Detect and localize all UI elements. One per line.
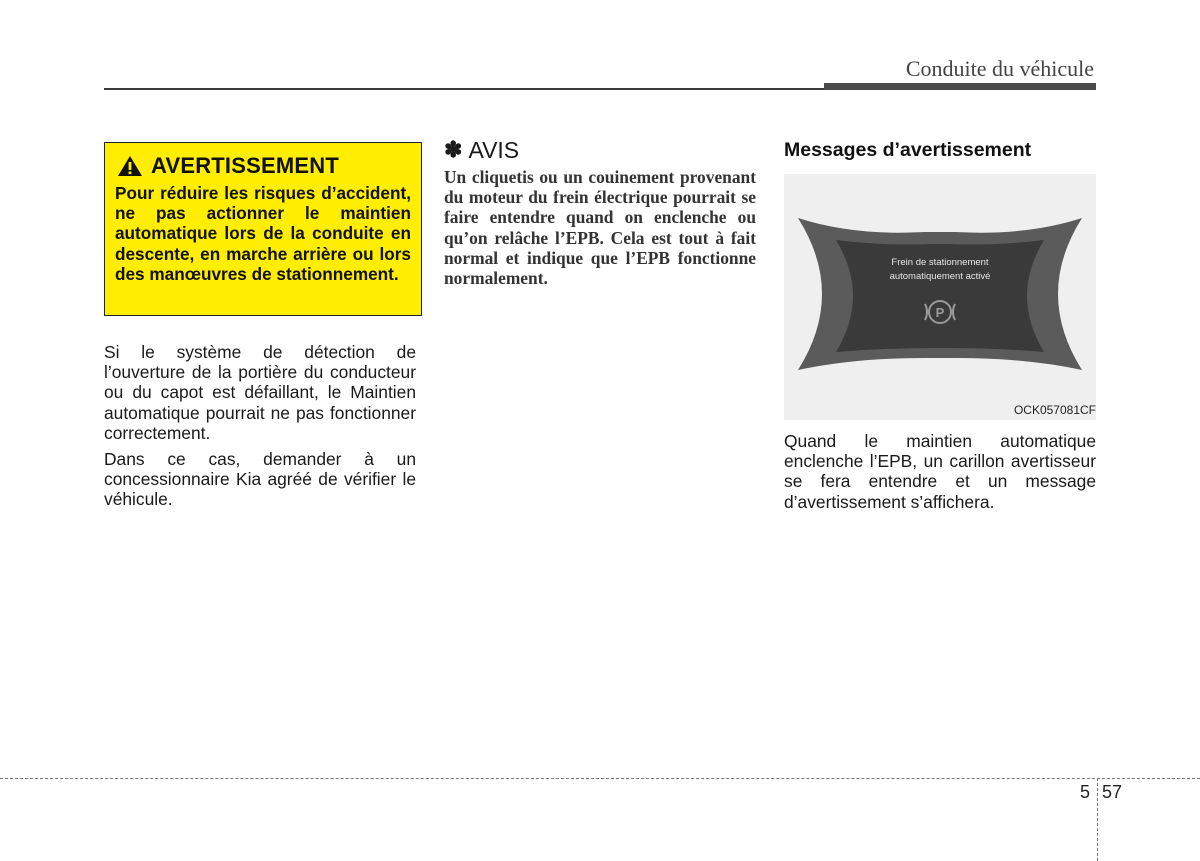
column1-paragraph2: Dans ce cas, demander à un concessionnaire Kia agréé de vérifier le véhicule. — [104, 449, 416, 510]
warning-header — [117, 151, 411, 181]
chapter-number: 5 — [1080, 782, 1091, 802]
svg-text:P: P — [935, 305, 945, 320]
column1-body — [104, 342, 416, 516]
column3-body: Quand le maintien automatique enclenche l’EPB, un carillon avertisseur se fera entendre et un message d’avertissement s’affichera. — [784, 431, 1096, 512]
footer-rule — [0, 778, 1200, 779]
cluster-display-illustration — [784, 174, 1096, 420]
column1-paragraph1: Si le système de détection de l’ouverture de la portière du conducteur ou du capot est défaillant, le Maintien automatique pourrait ne pas fonctionner correctement. — [104, 342, 416, 443]
section-heading: Messages d’avertissement — [784, 139, 1032, 161]
asterisk-icon: ✽ — [444, 137, 463, 162]
warning-box — [104, 142, 422, 316]
notice-header — [444, 137, 519, 163]
cluster-display-figure — [784, 174, 1096, 420]
footer-divider — [1097, 778, 1098, 861]
display-text-line2: automatiquement activé — [889, 271, 991, 282]
page-number: 57 — [1102, 782, 1123, 802]
warning-text: Pour réduire les risques d’accident, ne pas actionner le maintien automatique lors de la conduite en descente, en marche arrière ou lors des manœuvres de stationnement. — [115, 183, 411, 284]
figure-code: OCK057081CF — [1013, 403, 1096, 417]
header-rule-accent — [824, 83, 1096, 90]
running-header: Conduite du véhicule — [905, 56, 1094, 81]
notice-text: Un cliquetis ou un couinement provenant du moteur du frein électrique pourrait se faire entendre quand on enclenche ou qu’on relâche l’EPB. Cela est tout à fait normal et indique que l’EPB fonctionne normalement. — [444, 167, 756, 289]
warning-title: AVERTISSEMENT — [151, 153, 339, 178]
header-rule — [104, 88, 824, 90]
display-text-line1: Frein de stationnement — [891, 257, 989, 268]
notice-title: AVIS — [468, 137, 520, 163]
warning-triangle-icon — [117, 154, 143, 178]
